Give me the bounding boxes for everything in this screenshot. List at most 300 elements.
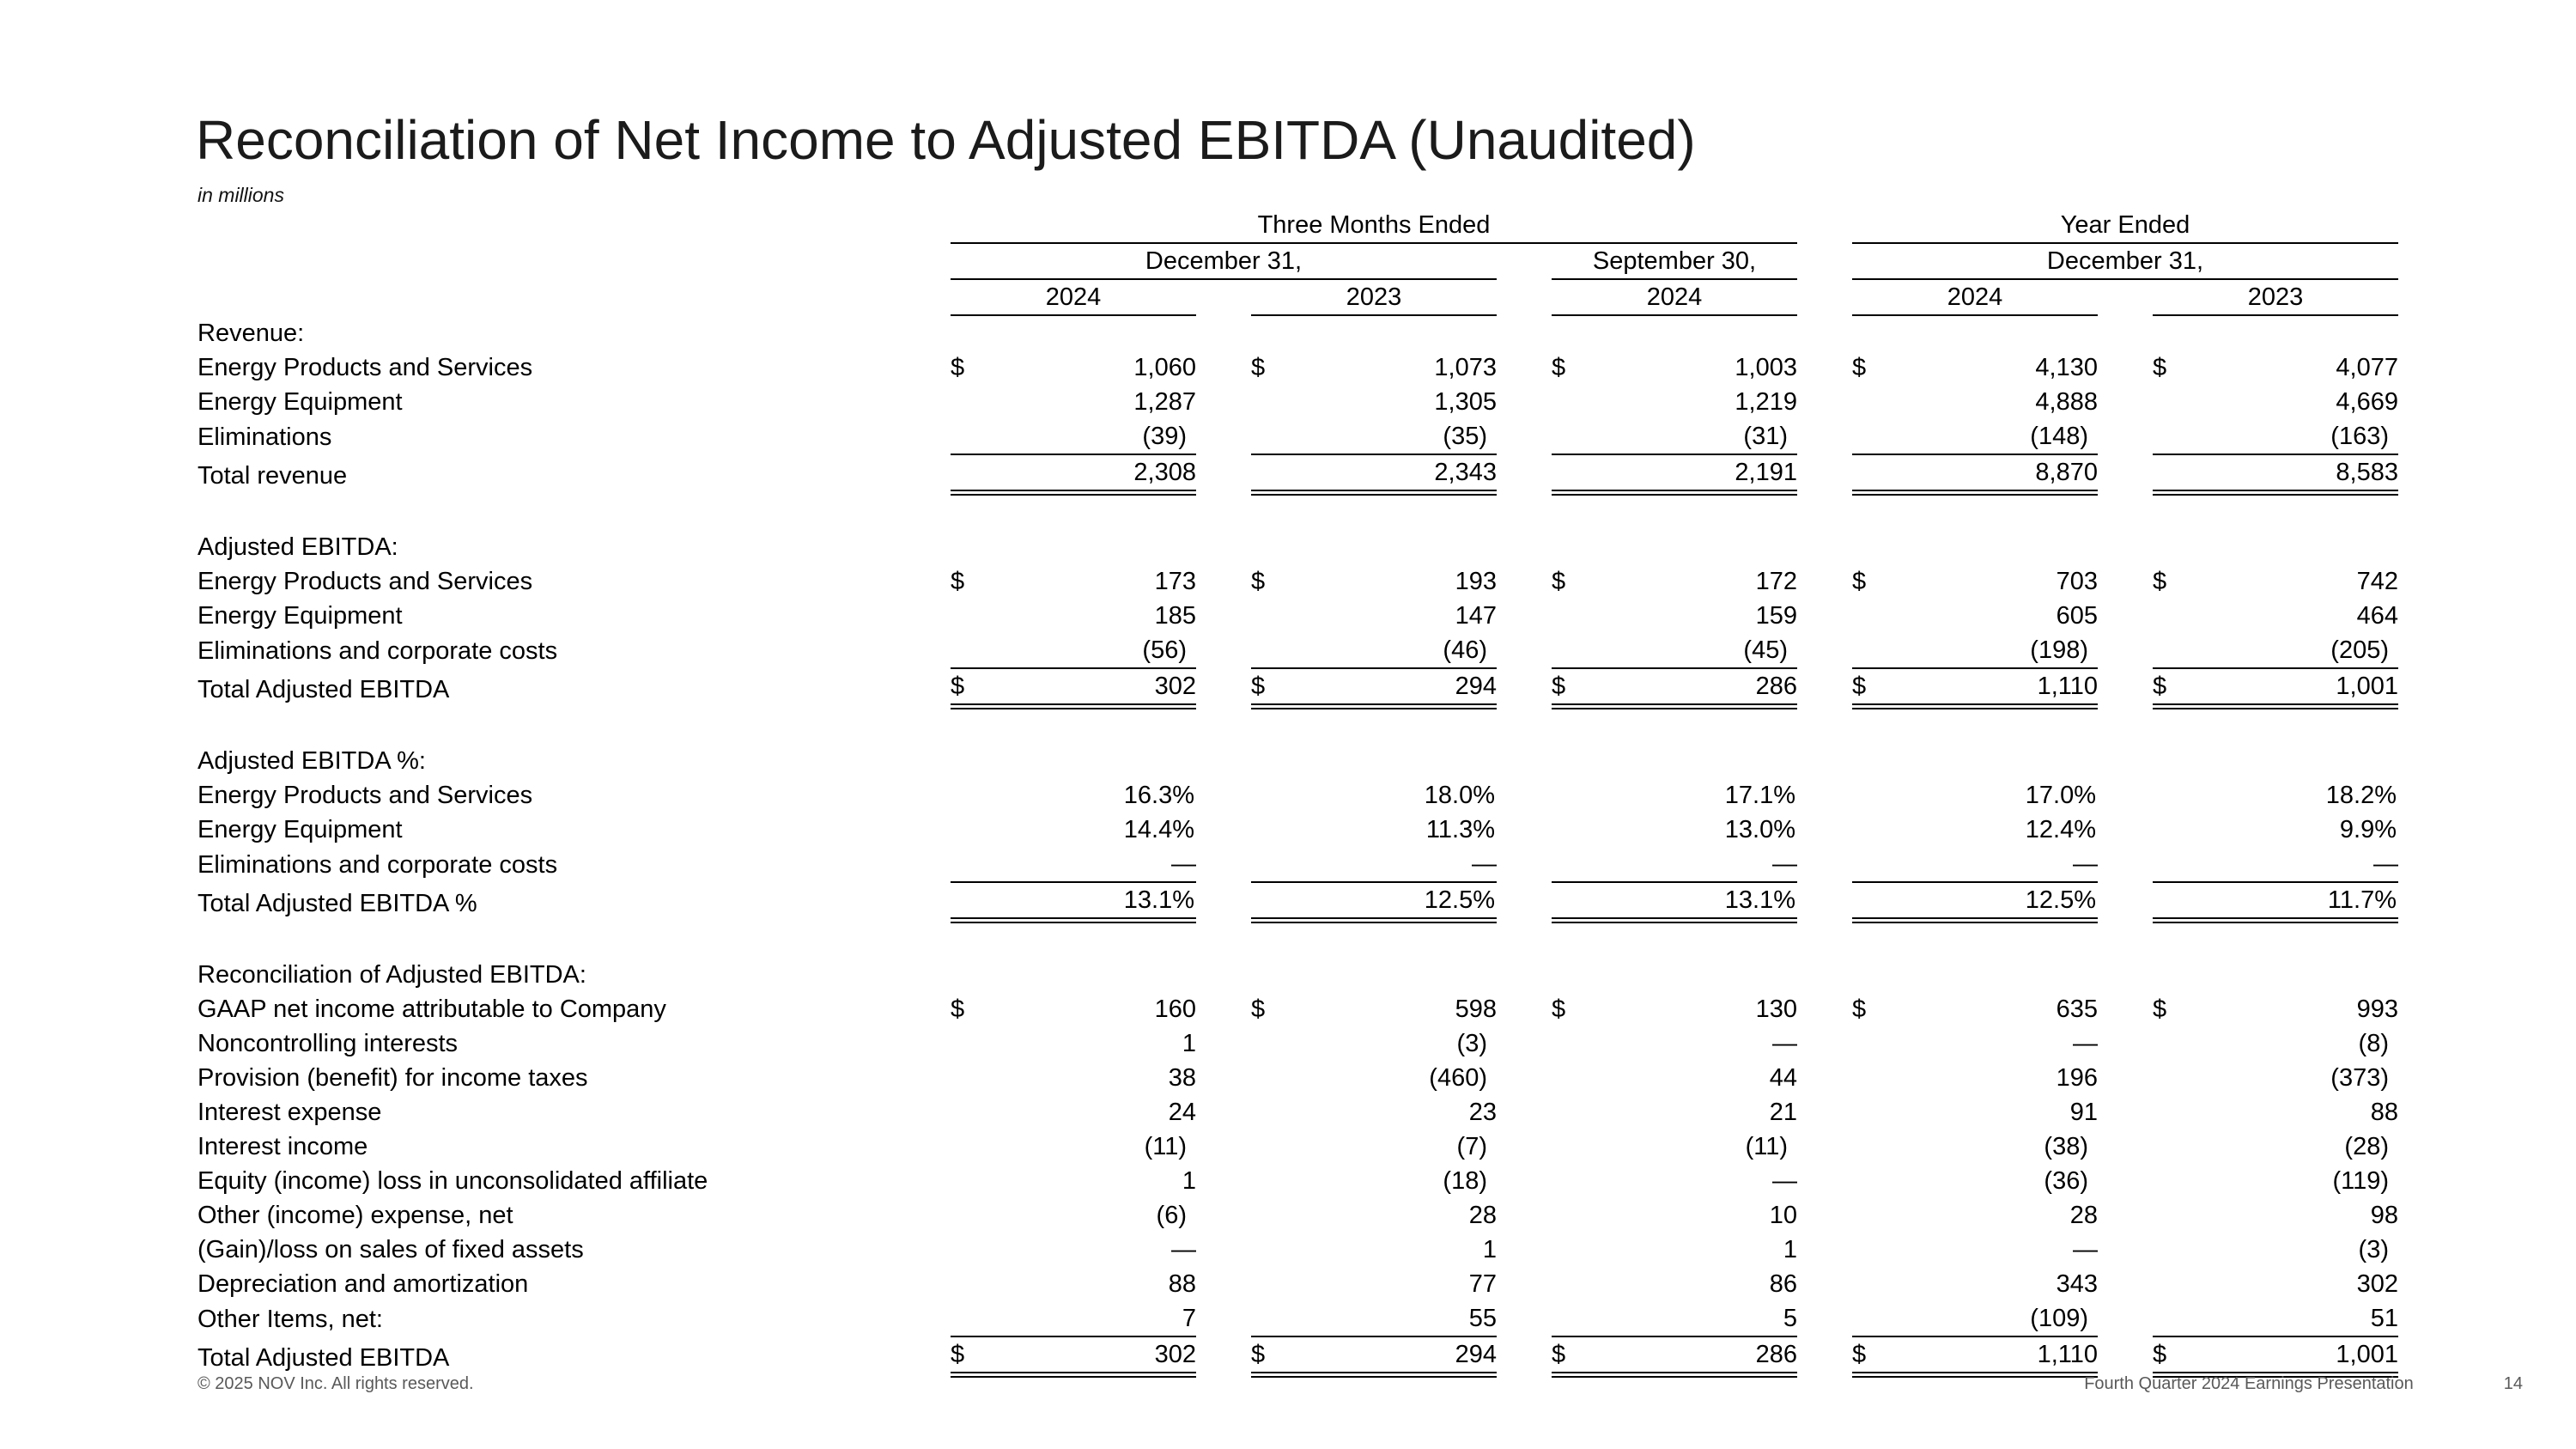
row-label: Noncontrolling interests bbox=[197, 1030, 459, 1057]
section-header: Adjusted EBITDA %: bbox=[197, 747, 426, 775]
cell-value: 598 bbox=[1455, 995, 1497, 1023]
dollar-cell bbox=[1552, 1095, 1601, 1129]
dollar-cell bbox=[1852, 1164, 1902, 1198]
dollar-cell bbox=[1552, 882, 1601, 921]
column-gap bbox=[1797, 1198, 1852, 1233]
section-spacer-row bbox=[197, 493, 2398, 531]
dollar-sign: $ bbox=[2153, 668, 2202, 707]
column-gap bbox=[1797, 599, 1852, 633]
cell-value: 86 bbox=[1769, 1270, 1797, 1298]
cell-value: 1,305 bbox=[1434, 388, 1497, 416]
dollar-cell bbox=[1251, 1233, 1301, 1267]
column-gap bbox=[2098, 847, 2153, 882]
table-row bbox=[197, 1198, 2398, 1233]
dollar-cell bbox=[1251, 419, 1301, 454]
column-gap bbox=[1497, 350, 1552, 385]
column-gap bbox=[1797, 243, 1852, 279]
cell-value: 302 bbox=[1000, 668, 1196, 707]
cell-value: (6) bbox=[1156, 1202, 1187, 1229]
section-spacer-row bbox=[197, 707, 2398, 745]
column-gap bbox=[1196, 992, 1251, 1026]
cell-value: 8,870 bbox=[1902, 454, 2098, 493]
section-spacer bbox=[197, 493, 2398, 531]
cell-value: — bbox=[2202, 847, 2398, 882]
table-row bbox=[197, 633, 2398, 668]
column-gap bbox=[1797, 813, 1852, 847]
dollar-cell bbox=[2153, 1198, 2202, 1233]
cell-value: 11.3% bbox=[1425, 816, 1495, 843]
dollar-cell bbox=[1552, 1198, 1601, 1233]
dollar-cell bbox=[1852, 1129, 1902, 1164]
column-gap bbox=[1196, 668, 1251, 707]
dollar-sign: $ bbox=[1251, 568, 1266, 595]
dollar-sign: $ bbox=[2153, 568, 2167, 595]
dollar-cell bbox=[1852, 778, 1902, 813]
column-gap bbox=[1196, 778, 1251, 813]
cell-value: 8,583 bbox=[2202, 454, 2398, 493]
dollar-cell bbox=[1852, 1061, 1902, 1095]
dollar-cell bbox=[2153, 1095, 2202, 1129]
row-label: Energy Equipment bbox=[197, 602, 403, 630]
cell-value: 1 bbox=[1182, 1030, 1196, 1057]
dollar-cell bbox=[1251, 1301, 1301, 1336]
dollar-sign: $ bbox=[951, 568, 965, 595]
column-gap bbox=[1797, 1301, 1852, 1336]
cell-value: 12.5% bbox=[1301, 882, 1497, 921]
row-fill bbox=[951, 530, 2398, 564]
column-gap bbox=[1497, 1301, 1552, 1336]
column-gap bbox=[1196, 454, 1251, 493]
dollar-cell bbox=[2153, 633, 2202, 668]
cell-value: 18.0% bbox=[1424, 782, 1495, 809]
dollar-cell bbox=[1251, 847, 1301, 882]
column-gap bbox=[1196, 1301, 1251, 1336]
date-header: September 30, bbox=[1552, 243, 1797, 279]
cell-value: 38 bbox=[1168, 1064, 1196, 1092]
cell-value: 51 bbox=[2202, 1301, 2398, 1336]
column-gap bbox=[1497, 1095, 1552, 1129]
column-gap bbox=[1497, 668, 1552, 707]
cell-value: 13.0% bbox=[1724, 816, 1795, 843]
cell-value: 18.2% bbox=[2325, 782, 2397, 809]
column-gap bbox=[1497, 564, 1552, 599]
dollar-cell bbox=[1852, 847, 1902, 882]
dollar-sign: $ bbox=[1552, 354, 1566, 381]
cell-value: (39) bbox=[1000, 419, 1196, 454]
column-gap bbox=[2098, 1267, 2153, 1301]
cell-value: 5 bbox=[1601, 1301, 1797, 1336]
dollar-cell bbox=[2153, 1129, 2202, 1164]
column-gap bbox=[2098, 454, 2153, 493]
dollar-sign: $ bbox=[1251, 1336, 1301, 1375]
column-gap bbox=[1196, 385, 1251, 419]
cell-value: 159 bbox=[1755, 602, 1797, 630]
column-gap bbox=[1797, 668, 1852, 707]
column-gap bbox=[2098, 279, 2153, 315]
column-gap bbox=[1196, 1267, 1251, 1301]
column-gap bbox=[1797, 1129, 1852, 1164]
column-gap bbox=[2098, 1301, 2153, 1336]
dollar-cell bbox=[1251, 1164, 1301, 1198]
dollar-cell bbox=[1251, 1095, 1301, 1129]
dollar-cell bbox=[1552, 419, 1601, 454]
row-label: Energy Equipment bbox=[197, 816, 403, 843]
column-gap bbox=[1497, 633, 1552, 668]
copyright-text: © 2025 NOV Inc. All rights reserved. bbox=[197, 1374, 474, 1393]
cell-value: (3) bbox=[2358, 1236, 2389, 1263]
dollar-cell bbox=[2153, 882, 2202, 921]
cell-value: 172 bbox=[1755, 568, 1797, 595]
dollar-cell bbox=[951, 633, 1000, 668]
dollar-cell bbox=[2153, 1026, 2202, 1061]
header-spacer bbox=[197, 279, 951, 315]
cell-value: 9.9% bbox=[2339, 816, 2397, 843]
dollar-sign: $ bbox=[1552, 995, 1566, 1023]
column-gap bbox=[1497, 847, 1552, 882]
column-gap bbox=[1497, 279, 1552, 315]
column-gap bbox=[1497, 1026, 1552, 1061]
column-gap bbox=[1497, 813, 1552, 847]
column-gap bbox=[1497, 1336, 1552, 1375]
cell-value: — bbox=[1171, 1236, 1196, 1263]
column-gap bbox=[2098, 1336, 2153, 1375]
column-gap bbox=[1497, 1267, 1552, 1301]
column-gap bbox=[1196, 1061, 1251, 1095]
dollar-sign: $ bbox=[2153, 354, 2167, 381]
column-gap bbox=[1196, 1233, 1251, 1267]
dollar-cell bbox=[951, 882, 1000, 921]
page-number: 14 bbox=[2503, 1374, 2523, 1393]
dollar-cell bbox=[1852, 419, 1902, 454]
dollar-cell bbox=[1251, 599, 1301, 633]
cell-value: (8) bbox=[2358, 1030, 2389, 1057]
row-label: Eliminations and corporate costs bbox=[197, 637, 558, 665]
dollar-cell bbox=[1251, 1267, 1301, 1301]
column-gap bbox=[2098, 385, 2153, 419]
dollar-cell bbox=[951, 419, 1000, 454]
table-row bbox=[197, 1129, 2398, 1164]
dollar-cell bbox=[951, 385, 1000, 419]
cell-value: 605 bbox=[2056, 602, 2098, 630]
column-gap bbox=[2098, 633, 2153, 668]
cell-value: (148) bbox=[1902, 419, 2098, 454]
cell-value: (11) bbox=[1144, 1133, 1187, 1160]
column-gap bbox=[1497, 243, 1552, 279]
dollar-cell bbox=[951, 778, 1000, 813]
row-fill bbox=[951, 744, 2398, 778]
column-gap bbox=[1196, 1095, 1251, 1129]
section-header: Adjusted EBITDA: bbox=[197, 533, 398, 561]
dollar-cell bbox=[1852, 1233, 1902, 1267]
cell-value: (11) bbox=[1745, 1133, 1788, 1160]
cell-value: (38) bbox=[2044, 1133, 2088, 1160]
dollar-cell bbox=[1251, 1026, 1301, 1061]
section-spacer bbox=[197, 707, 2398, 745]
dollar-cell bbox=[1852, 1026, 1902, 1061]
table-row bbox=[197, 419, 2398, 454]
cell-value: 1 bbox=[1182, 1167, 1196, 1195]
table-row bbox=[197, 1301, 2398, 1336]
cell-value: 1,060 bbox=[1133, 354, 1196, 381]
column-gap bbox=[1797, 882, 1852, 921]
cell-value: 16.3% bbox=[1123, 782, 1194, 809]
header-row-periods bbox=[197, 208, 2398, 243]
column-gap bbox=[1797, 1233, 1852, 1267]
column-gap bbox=[1797, 778, 1852, 813]
column-gap bbox=[1196, 599, 1251, 633]
column-gap bbox=[2098, 419, 2153, 454]
cell-value: (35) bbox=[1301, 419, 1497, 454]
column-gap bbox=[1196, 1129, 1251, 1164]
footer-right bbox=[2084, 1374, 2523, 1394]
column-gap bbox=[2098, 1129, 2153, 1164]
dollar-sign: $ bbox=[2153, 1336, 2202, 1375]
row-label: Energy Products and Services bbox=[197, 568, 533, 595]
section-header-row bbox=[197, 315, 2398, 350]
year-header: 2024 bbox=[951, 279, 1196, 315]
cell-value: 14.4% bbox=[1123, 816, 1194, 843]
table-header bbox=[197, 208, 2398, 315]
cell-value: 1,001 bbox=[2202, 1336, 2398, 1375]
column-gap bbox=[1497, 992, 1552, 1026]
column-gap bbox=[1797, 419, 1852, 454]
cell-value: — bbox=[1902, 847, 2098, 882]
column-gap bbox=[2098, 992, 2153, 1026]
cell-value: 1,073 bbox=[1434, 354, 1497, 381]
column-gap bbox=[2098, 778, 2153, 813]
year-header: 2023 bbox=[2153, 279, 2398, 315]
table-body bbox=[197, 315, 2398, 1375]
dollar-sign: $ bbox=[1552, 1336, 1601, 1375]
table-row bbox=[197, 599, 2398, 633]
dollar-cell bbox=[951, 454, 1000, 493]
cell-value: (46) bbox=[1301, 633, 1497, 668]
dollar-sign: $ bbox=[951, 1336, 1000, 1375]
cell-value: (31) bbox=[1601, 419, 1797, 454]
dollar-cell bbox=[2153, 1267, 2202, 1301]
period-group-header: Year Ended bbox=[1852, 208, 2398, 243]
column-gap bbox=[1797, 1026, 1852, 1061]
dollar-cell bbox=[1852, 633, 1902, 668]
cell-value: 13.1% bbox=[1601, 882, 1797, 921]
cell-value: 12.4% bbox=[2025, 816, 2096, 843]
dollar-cell bbox=[1552, 1061, 1601, 1095]
cell-value: — bbox=[1000, 847, 1196, 882]
cell-value: 147 bbox=[1455, 602, 1497, 630]
cell-value: 1,110 bbox=[1902, 1336, 2098, 1375]
cell-value: 12.5% bbox=[1902, 882, 2098, 921]
cell-value: 1,110 bbox=[1902, 668, 2098, 707]
cell-value: 635 bbox=[2056, 995, 2098, 1023]
column-gap bbox=[1797, 385, 1852, 419]
year-header: 2023 bbox=[1251, 279, 1497, 315]
table-row bbox=[197, 1061, 2398, 1095]
dollar-cell bbox=[951, 1095, 1000, 1129]
cell-value: 77 bbox=[1468, 1270, 1497, 1298]
cell-value: — bbox=[1301, 847, 1497, 882]
row-label: Energy Products and Services bbox=[197, 782, 533, 809]
dollar-sign: $ bbox=[951, 995, 965, 1023]
table-row bbox=[197, 564, 2398, 599]
cell-value: 130 bbox=[1755, 995, 1797, 1023]
column-gap bbox=[1196, 564, 1251, 599]
cell-value: — bbox=[1772, 1167, 1797, 1195]
column-gap bbox=[2098, 350, 2153, 385]
dollar-cell bbox=[951, 1026, 1000, 1061]
dollar-cell bbox=[2153, 454, 2202, 493]
cell-value: 17.1% bbox=[1724, 782, 1795, 809]
date-header: December 31, bbox=[1852, 243, 2398, 279]
table-row bbox=[197, 1095, 2398, 1129]
cell-value: (18) bbox=[1443, 1167, 1487, 1195]
dollar-cell bbox=[1852, 385, 1902, 419]
column-gap bbox=[1497, 1061, 1552, 1095]
column-gap bbox=[1797, 1095, 1852, 1129]
cell-value: (36) bbox=[2044, 1167, 2088, 1195]
column-gap bbox=[1797, 208, 1852, 243]
cell-value: 13.1% bbox=[1000, 882, 1196, 921]
dollar-cell bbox=[2153, 599, 2202, 633]
cell-value: 7 bbox=[1000, 1301, 1196, 1336]
cell-value: 1 bbox=[1783, 1236, 1797, 1263]
dollar-cell bbox=[951, 1198, 1000, 1233]
row-label: GAAP net income attributable to Company bbox=[197, 995, 666, 1023]
table-row bbox=[197, 882, 2398, 921]
dollar-cell bbox=[2153, 847, 2202, 882]
table-row bbox=[197, 1267, 2398, 1301]
dollar-sign: $ bbox=[951, 668, 1000, 707]
cell-value: 2,343 bbox=[1301, 454, 1497, 493]
column-gap bbox=[2098, 1233, 2153, 1267]
row-label: Other (income) expense, net bbox=[197, 1202, 513, 1229]
column-gap bbox=[1497, 419, 1552, 454]
dollar-cell bbox=[2153, 385, 2202, 419]
cell-value: 196 bbox=[2056, 1064, 2098, 1092]
section-header-row bbox=[197, 744, 2398, 778]
cell-value: (109) bbox=[1902, 1301, 2098, 1336]
section-header-row bbox=[197, 958, 2398, 992]
dollar-cell bbox=[1552, 1164, 1601, 1198]
row-label: Total Adjusted EBITDA bbox=[197, 675, 450, 703]
dollar-cell bbox=[2153, 813, 2202, 847]
cell-value: 44 bbox=[1769, 1064, 1797, 1092]
column-gap bbox=[1196, 1336, 1251, 1375]
dollar-cell bbox=[951, 847, 1000, 882]
column-gap bbox=[1497, 599, 1552, 633]
cell-value: 343 bbox=[2056, 1270, 2098, 1298]
column-gap bbox=[1497, 1198, 1552, 1233]
cell-value: 193 bbox=[1455, 568, 1497, 595]
dollar-cell bbox=[1852, 454, 1902, 493]
cell-value: 4,669 bbox=[2336, 388, 2398, 416]
column-gap bbox=[1797, 1267, 1852, 1301]
column-gap bbox=[1196, 350, 1251, 385]
cell-value: — bbox=[1772, 1030, 1797, 1057]
cell-value: 1 bbox=[1482, 1236, 1497, 1263]
column-gap bbox=[1196, 882, 1251, 921]
section-header-row bbox=[197, 530, 2398, 564]
cell-value: (119) bbox=[2332, 1167, 2389, 1195]
dollar-cell bbox=[1251, 1198, 1301, 1233]
dollar-cell bbox=[1552, 633, 1601, 668]
cell-value: (460) bbox=[1429, 1064, 1487, 1092]
dollar-cell bbox=[1852, 882, 1902, 921]
dollar-sign: $ bbox=[1552, 568, 1566, 595]
cell-value: 302 bbox=[1000, 1336, 1196, 1375]
dollar-cell bbox=[1852, 1267, 1902, 1301]
cell-value: 24 bbox=[1168, 1099, 1196, 1126]
dollar-cell bbox=[951, 1129, 1000, 1164]
dollar-sign: $ bbox=[951, 354, 965, 381]
dollar-cell bbox=[951, 1233, 1000, 1267]
section-spacer bbox=[197, 921, 2398, 959]
table-row bbox=[197, 1233, 2398, 1267]
header-spacer bbox=[197, 243, 951, 279]
dollar-cell bbox=[1552, 847, 1601, 882]
cell-value: 286 bbox=[1601, 668, 1797, 707]
units-note: in millions bbox=[197, 184, 284, 206]
dollar-cell bbox=[1552, 1267, 1601, 1301]
cell-value: 1,219 bbox=[1735, 388, 1797, 416]
dollar-sign: $ bbox=[1251, 668, 1301, 707]
column-gap bbox=[2098, 1095, 2153, 1129]
row-label: Total Adjusted EBITDA % bbox=[197, 889, 477, 917]
cell-value: 2,191 bbox=[1601, 454, 1797, 493]
cell-value: 98 bbox=[2370, 1202, 2398, 1229]
cell-value: 286 bbox=[1601, 1336, 1797, 1375]
header-spacer bbox=[197, 208, 951, 243]
cell-value: — bbox=[2073, 1030, 2098, 1057]
column-gap bbox=[2098, 882, 2153, 921]
cell-value: 55 bbox=[1301, 1301, 1497, 1336]
header-row-dates bbox=[197, 243, 2398, 279]
cell-value: 160 bbox=[1154, 995, 1196, 1023]
cell-value: (56) bbox=[1000, 633, 1196, 668]
column-gap bbox=[1497, 882, 1552, 921]
dollar-cell bbox=[1251, 454, 1301, 493]
cell-value: 28 bbox=[2069, 1202, 2098, 1229]
column-gap bbox=[1196, 633, 1251, 668]
dollar-sign: $ bbox=[1251, 354, 1266, 381]
column-gap bbox=[1196, 419, 1251, 454]
row-label: Energy Equipment bbox=[197, 388, 403, 416]
dollar-cell bbox=[2153, 778, 2202, 813]
cell-value: 1,001 bbox=[2202, 668, 2398, 707]
column-gap bbox=[1797, 350, 1852, 385]
column-gap bbox=[2098, 1061, 2153, 1095]
dollar-sign: $ bbox=[1251, 995, 1266, 1023]
row-label: Eliminations and corporate costs bbox=[197, 851, 558, 879]
row-fill bbox=[951, 315, 2398, 350]
column-gap bbox=[1797, 279, 1852, 315]
dollar-cell bbox=[951, 599, 1000, 633]
dollar-cell bbox=[1852, 599, 1902, 633]
header-row-years bbox=[197, 279, 2398, 315]
table-row bbox=[197, 813, 2398, 847]
column-gap bbox=[1497, 385, 1552, 419]
column-gap bbox=[1196, 847, 1251, 882]
column-gap bbox=[1497, 1129, 1552, 1164]
cell-value: 703 bbox=[2056, 568, 2098, 595]
cell-value: 88 bbox=[2370, 1099, 2398, 1126]
dollar-cell bbox=[951, 1164, 1000, 1198]
column-gap bbox=[1797, 454, 1852, 493]
column-gap bbox=[1497, 1233, 1552, 1267]
cell-value: 173 bbox=[1154, 568, 1196, 595]
row-label: Interest income bbox=[197, 1133, 368, 1160]
cell-value: (3) bbox=[1456, 1030, 1487, 1057]
cell-value: 1,003 bbox=[1735, 354, 1797, 381]
